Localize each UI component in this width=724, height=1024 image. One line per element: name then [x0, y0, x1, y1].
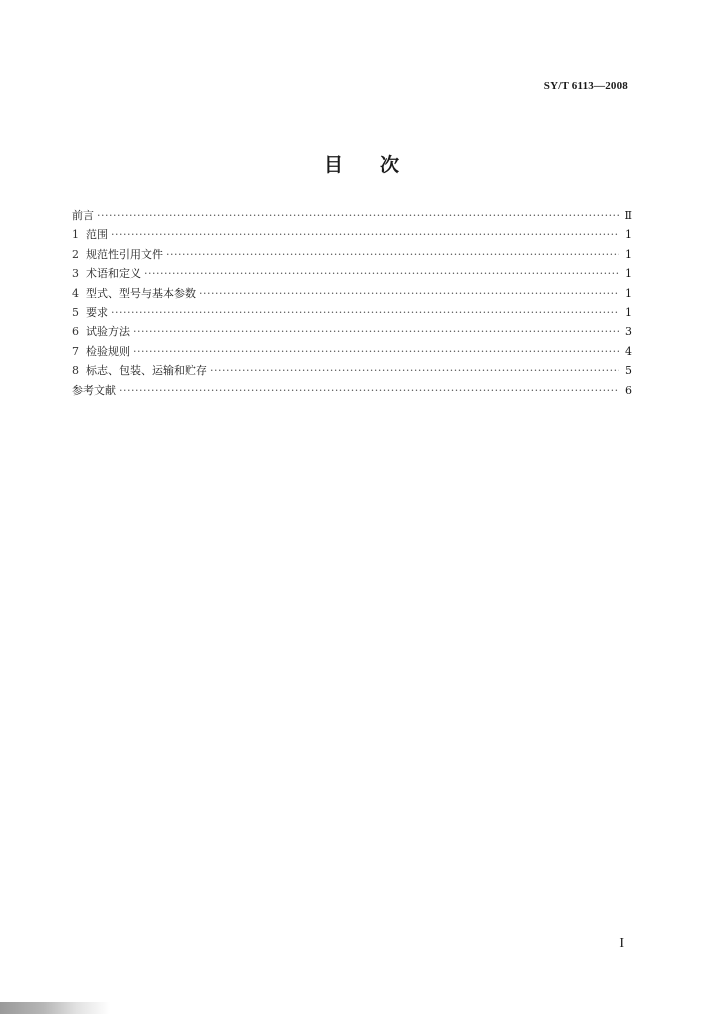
toc-leader-dots [119, 381, 619, 400]
toc-entry-2[interactable] [72, 245, 632, 264]
toc-entry-1[interactable] [72, 225, 632, 244]
table-of-contents [72, 206, 632, 400]
toc-entry-page: 1 [625, 286, 632, 300]
toc-entry-page: 1 [625, 247, 632, 261]
toc-entry-page: 3 [625, 325, 632, 339]
toc-entry-label: 要求 [86, 305, 108, 319]
page-number: I [619, 936, 624, 951]
toc-leader-dots [97, 206, 619, 225]
toc-leader-dots [111, 303, 619, 322]
toc-entry-4[interactable] [72, 284, 632, 303]
toc-entry-8[interactable] [72, 361, 632, 380]
toc-entry-label: 范围 [86, 228, 108, 242]
toc-entry-page: 5 [625, 364, 632, 378]
toc-leader-dots [133, 342, 619, 361]
toc-entry-page: 1 [625, 305, 632, 319]
toc-entry-number: 4 [72, 286, 79, 300]
toc-entry-number: 5 [72, 305, 79, 319]
page-title-part-1: 目 [323, 154, 344, 176]
toc-entry-page: 4 [625, 344, 632, 358]
toc-entry-page: 1 [625, 228, 632, 242]
toc-entry-number: 8 [72, 364, 79, 378]
toc-entry-label: 型式、型号与基本参数 [86, 286, 196, 300]
toc-entry-6[interactable] [72, 322, 632, 341]
toc-entry-number: 2 [72, 247, 79, 261]
toc-leader-dots [111, 225, 619, 244]
toc-leader-dots [210, 361, 619, 380]
toc-entry-page: 6 [625, 383, 632, 397]
toc-leader-dots [166, 245, 619, 264]
standard-code: SY/T 6113—2008 [543, 80, 628, 92]
toc-entry-7[interactable] [72, 342, 632, 361]
toc-entry-label: 试验方法 [86, 325, 130, 339]
toc-leader-dots [144, 264, 619, 283]
toc-entry-label: 术语和定义 [86, 267, 141, 281]
toc-entry-foreword[interactable] [72, 206, 632, 225]
toc-leader-dots [199, 284, 619, 303]
page-title [0, 150, 724, 177]
page-title-part-2: 次 [380, 154, 401, 176]
toc-entry-label: 检验规则 [86, 344, 130, 358]
toc-leader-dots [133, 322, 619, 341]
toc-entry-page: 1 [625, 267, 632, 281]
toc-entry-references[interactable] [72, 381, 632, 400]
toc-entry-label: 规范性引用文件 [86, 247, 163, 261]
toc-entry-3[interactable] [72, 264, 632, 283]
scan-artifact [0, 1002, 110, 1014]
toc-entry-label: 标志、包装、运输和贮存 [86, 364, 207, 378]
toc-entry-number: 6 [72, 325, 79, 339]
toc-entry-5[interactable] [72, 303, 632, 322]
toc-entry-number: 7 [72, 344, 79, 358]
toc-entry-number: 1 [72, 228, 79, 242]
toc-entry-label: 参考文献 [72, 383, 116, 397]
toc-entry-number: 3 [72, 267, 79, 281]
toc-entry-page: Ⅱ [624, 209, 632, 222]
toc-entry-label: 前言 [72, 209, 94, 222]
